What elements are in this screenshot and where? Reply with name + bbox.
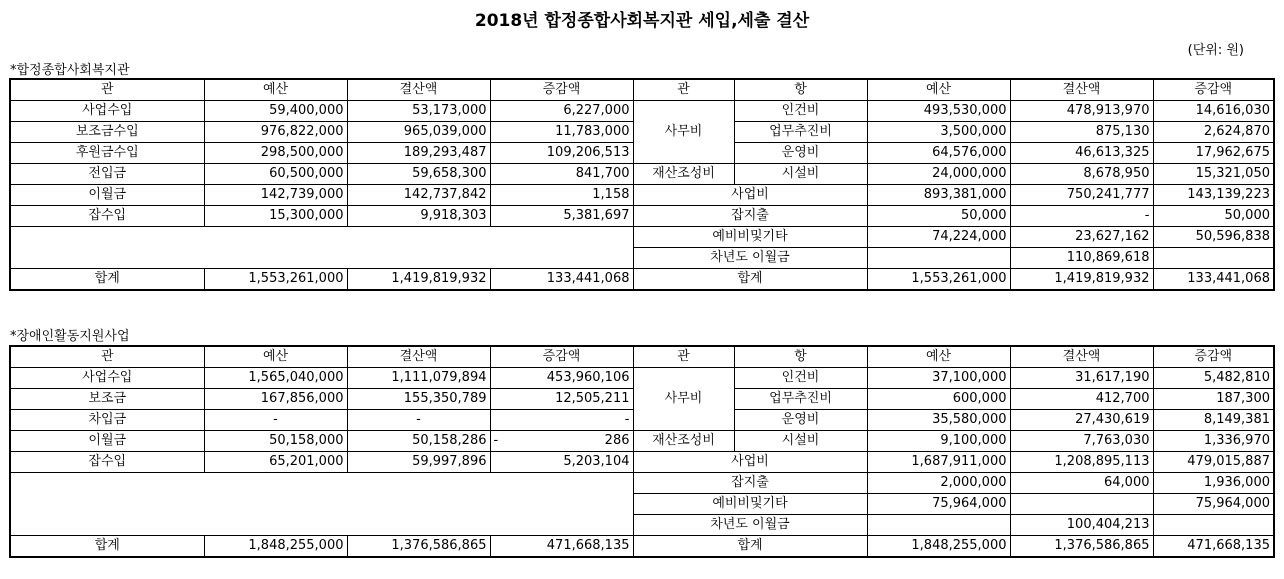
expense-budget: 35,580,000 [867, 410, 1010, 431]
revenue-name: 사업수입 [10, 101, 204, 122]
revenue-budget: 298,500,000 [204, 143, 347, 164]
revenue-diff: 12,505,211 [490, 389, 633, 410]
total-label: 합계 [10, 269, 204, 291]
expense-name: 인건비 [734, 101, 867, 122]
table-row [10, 452, 1274, 473]
page-title: 2018년 합정종합사회복지관 세입,세출 결산 [474, 11, 810, 31]
revenue-diff: 841,700 [490, 164, 633, 185]
expense-settled: 64,000 [1010, 473, 1153, 494]
expense-budget: 893,381,000 [867, 185, 1010, 206]
expense-budget: 50,000 [867, 206, 1010, 227]
expense-diff: 15,321,050 [1153, 164, 1274, 185]
expense-settled: 110,869,618 [1010, 248, 1153, 269]
expense-budget: 2,000,000 [867, 473, 1010, 494]
total-budget: 1,553,261,000 [204, 269, 347, 291]
expense-budget: 74,224,000 [867, 227, 1010, 248]
expense-name: 잡지출 [633, 473, 867, 494]
revenue-settled: 965,039,000 [347, 122, 490, 143]
expense-settled: 23,627,162 [1010, 227, 1153, 248]
revenue-name: 전입금 [10, 164, 204, 185]
revenue-settled: 59,997,896 [347, 452, 490, 473]
expense-name: 예비비및기타 [633, 494, 867, 515]
header-gwan: 관 [10, 79, 204, 101]
expense-budget: 9,100,000 [867, 431, 1010, 452]
expense-diff: 479,015,887 [1153, 452, 1274, 473]
header-settled: 결산액 [347, 346, 490, 368]
expense-budget: 600,000 [867, 389, 1010, 410]
total-row [10, 269, 1274, 291]
revenue-diff: 5,381,697 [490, 206, 633, 227]
header-budget: 예산 [867, 79, 1010, 101]
total-diff: 133,441,068 [490, 269, 633, 291]
revenue-name: 잡수입 [10, 452, 204, 473]
expense-gwan-capital: 재산조성비 [633, 431, 734, 452]
revenue-diff: 6,227,000 [490, 101, 633, 122]
expense-name: 사업비 [633, 452, 867, 473]
expense-name: 인건비 [734, 368, 867, 389]
header-row [10, 79, 1274, 101]
expense-budget: 37,100,000 [867, 368, 1010, 389]
empty-cell [10, 473, 633, 536]
expense-name: 시설비 [734, 164, 867, 185]
expense-name: 운영비 [734, 410, 867, 431]
revenue-name: 이월금 [10, 431, 204, 452]
table-row [10, 431, 1274, 452]
total-diff: 471,668,135 [490, 536, 633, 558]
total-row [10, 536, 1274, 558]
table-row [10, 185, 1274, 206]
revenue-budget: 60,500,000 [204, 164, 347, 185]
table-row [10, 473, 1274, 494]
expense-diff: 1,936,000 [1153, 473, 1274, 494]
table-row [10, 368, 1274, 389]
expense-name: 운영비 [734, 143, 867, 164]
header-gwan: 관 [633, 346, 734, 368]
empty-cell [10, 227, 633, 269]
header-gwan: 관 [633, 79, 734, 101]
revenue-budget: 65,201,000 [204, 452, 347, 473]
expense-diff: 2,624,870 [1153, 122, 1274, 143]
expense-settled: 412,700 [1010, 389, 1153, 410]
expense-diff: 75,964,000 [1153, 494, 1274, 515]
header-hang: 항 [734, 79, 867, 101]
total-exp-budget: 1,848,255,000 [867, 536, 1010, 558]
revenue-name: 보조금수입 [10, 122, 204, 143]
revenue-budget: 50,158,000 [204, 431, 347, 452]
expense-settled: 27,430,619 [1010, 410, 1153, 431]
revenue-budget: 1,565,040,000 [204, 368, 347, 389]
revenue-name: 보조금 [10, 389, 204, 410]
revenue-budget: 15,300,000 [204, 206, 347, 227]
total-exp-diff: 133,441,068 [1153, 269, 1274, 291]
total-exp-settled: 1,419,819,932 [1010, 269, 1153, 291]
total-label: 합계 [633, 536, 867, 558]
revenue-settled: - [347, 410, 490, 431]
expense-name: 사업비 [633, 185, 867, 206]
revenue-name: 이월금 [10, 185, 204, 206]
expense-diff: 5,482,810 [1153, 368, 1274, 389]
expense-settled [1010, 494, 1153, 515]
expense-budget: 1,687,911,000 [867, 452, 1010, 473]
expense-diff [1153, 515, 1274, 536]
expense-diff: 17,962,675 [1153, 143, 1274, 164]
table-row [10, 101, 1274, 122]
expense-name: 차년도 이월금 [633, 515, 867, 536]
expense-settled: 46,613,325 [1010, 143, 1153, 164]
revenue-budget: 167,856,000 [204, 389, 347, 410]
expense-diff: 8,149,381 [1153, 410, 1274, 431]
expense-settled: 1,208,895,113 [1010, 452, 1153, 473]
total-settled: 1,376,586,865 [347, 536, 490, 558]
header-hang: 항 [734, 346, 867, 368]
total-label: 합계 [10, 536, 204, 558]
header-settled: 결산액 [1010, 79, 1153, 101]
budget-table-hapjeong [9, 78, 1275, 291]
expense-name: 예비비및기타 [633, 227, 867, 248]
expense-diff: 50,000 [1153, 206, 1274, 227]
expense-settled: 7,763,030 [1010, 431, 1153, 452]
header-diff: 증감액 [1153, 79, 1274, 101]
expense-budget [867, 248, 1010, 269]
section-label: *장애인활동지원사업 [10, 329, 130, 344]
table-row [10, 206, 1274, 227]
revenue-diff [490, 431, 633, 452]
expense-settled: 750,241,777 [1010, 185, 1153, 206]
revenue-settled: 53,173,000 [347, 101, 490, 122]
expense-budget: 24,000,000 [867, 164, 1010, 185]
expense-budget [867, 515, 1010, 536]
expense-settled: 31,617,190 [1010, 368, 1153, 389]
header-gwan: 관 [10, 346, 204, 368]
expense-diff: 143,139,223 [1153, 185, 1274, 206]
total-exp-budget: 1,553,261,000 [867, 269, 1010, 291]
revenue-settled: 50,158,286 [347, 431, 490, 452]
revenue-settled: 1,111,079,894 [347, 368, 490, 389]
expense-name: 차년도 이월금 [633, 248, 867, 269]
revenue-settled: 155,350,789 [347, 389, 490, 410]
header-diff: 증감액 [490, 346, 633, 368]
header-diff: 증감액 [490, 79, 633, 101]
revenue-diff: 109,206,513 [490, 143, 633, 164]
expense-name: 업무추진비 [734, 122, 867, 143]
revenue-diff: 5,203,104 [490, 452, 633, 473]
header-row [10, 346, 1274, 368]
total-exp-settled: 1,376,586,865 [1010, 536, 1153, 558]
expense-diff: 1,336,970 [1153, 431, 1274, 452]
revenue-diff: 453,960,106 [490, 368, 633, 389]
header-settled: 결산액 [347, 79, 490, 101]
section-label: *합정종합사회복지관 [10, 63, 130, 78]
expense-budget: 493,530,000 [867, 101, 1010, 122]
revenue-name: 잡수입 [10, 206, 204, 227]
revenue-name: 차입금 [10, 410, 204, 431]
revenue-diff: - [490, 410, 633, 431]
header-budget: 예산 [204, 346, 347, 368]
revenue-diff: 11,783,000 [490, 122, 633, 143]
expense-diff: 187,300 [1153, 389, 1274, 410]
table-row [10, 164, 1274, 185]
header-settled: 결산액 [1010, 346, 1153, 368]
revenue-diff: 1,158 [490, 185, 633, 206]
revenue-budget: 142,739,000 [204, 185, 347, 206]
revenue-settled: 142,737,842 [347, 185, 490, 206]
revenue-settled: 189,293,487 [347, 143, 490, 164]
expense-gwan-capital: 재산조성비 [633, 164, 734, 185]
expense-budget: 3,500,000 [867, 122, 1010, 143]
unit-label: (단위: 원) [1187, 43, 1244, 58]
expense-name: 시설비 [734, 431, 867, 452]
expense-gwan-office: 사무비 [633, 368, 734, 431]
table-row [10, 227, 1274, 248]
revenue-settled: 59,658,300 [347, 164, 490, 185]
negative-sign: - [493, 433, 499, 448]
expense-diff: 50,596,838 [1153, 227, 1274, 248]
revenue-name: 후원금수입 [10, 143, 204, 164]
revenue-budget: 976,822,000 [204, 122, 347, 143]
revenue-name: 사업수입 [10, 368, 204, 389]
revenue-budget: 59,400,000 [204, 101, 347, 122]
total-label: 합계 [633, 269, 867, 291]
revenue-settled: 9,918,303 [347, 206, 490, 227]
expense-settled: 8,678,950 [1010, 164, 1153, 185]
expense-diff: 14,616,030 [1153, 101, 1274, 122]
total-budget: 1,848,255,000 [204, 536, 347, 558]
expense-settled: 478,913,970 [1010, 101, 1153, 122]
expense-budget: 64,576,000 [867, 143, 1010, 164]
expense-name: 업무추진비 [734, 389, 867, 410]
header-budget: 예산 [867, 346, 1010, 368]
expense-settled: 875,130 [1010, 122, 1153, 143]
revenue-budget: - [204, 410, 347, 431]
expense-settled: 100,404,213 [1010, 515, 1153, 536]
expense-gwan-office: 사무비 [633, 101, 734, 164]
expense-diff [1153, 248, 1274, 269]
total-settled: 1,419,819,932 [347, 269, 490, 291]
expense-settled: - [1010, 206, 1153, 227]
expense-name: 잡지출 [633, 206, 867, 227]
expense-budget: 75,964,000 [867, 494, 1010, 515]
budget-table-disability [9, 345, 1275, 558]
header-diff: 증감액 [1153, 346, 1274, 368]
total-exp-diff: 471,668,135 [1153, 536, 1274, 558]
header-budget: 예산 [204, 79, 347, 101]
revenue-diff-value: 286 [604, 433, 630, 448]
